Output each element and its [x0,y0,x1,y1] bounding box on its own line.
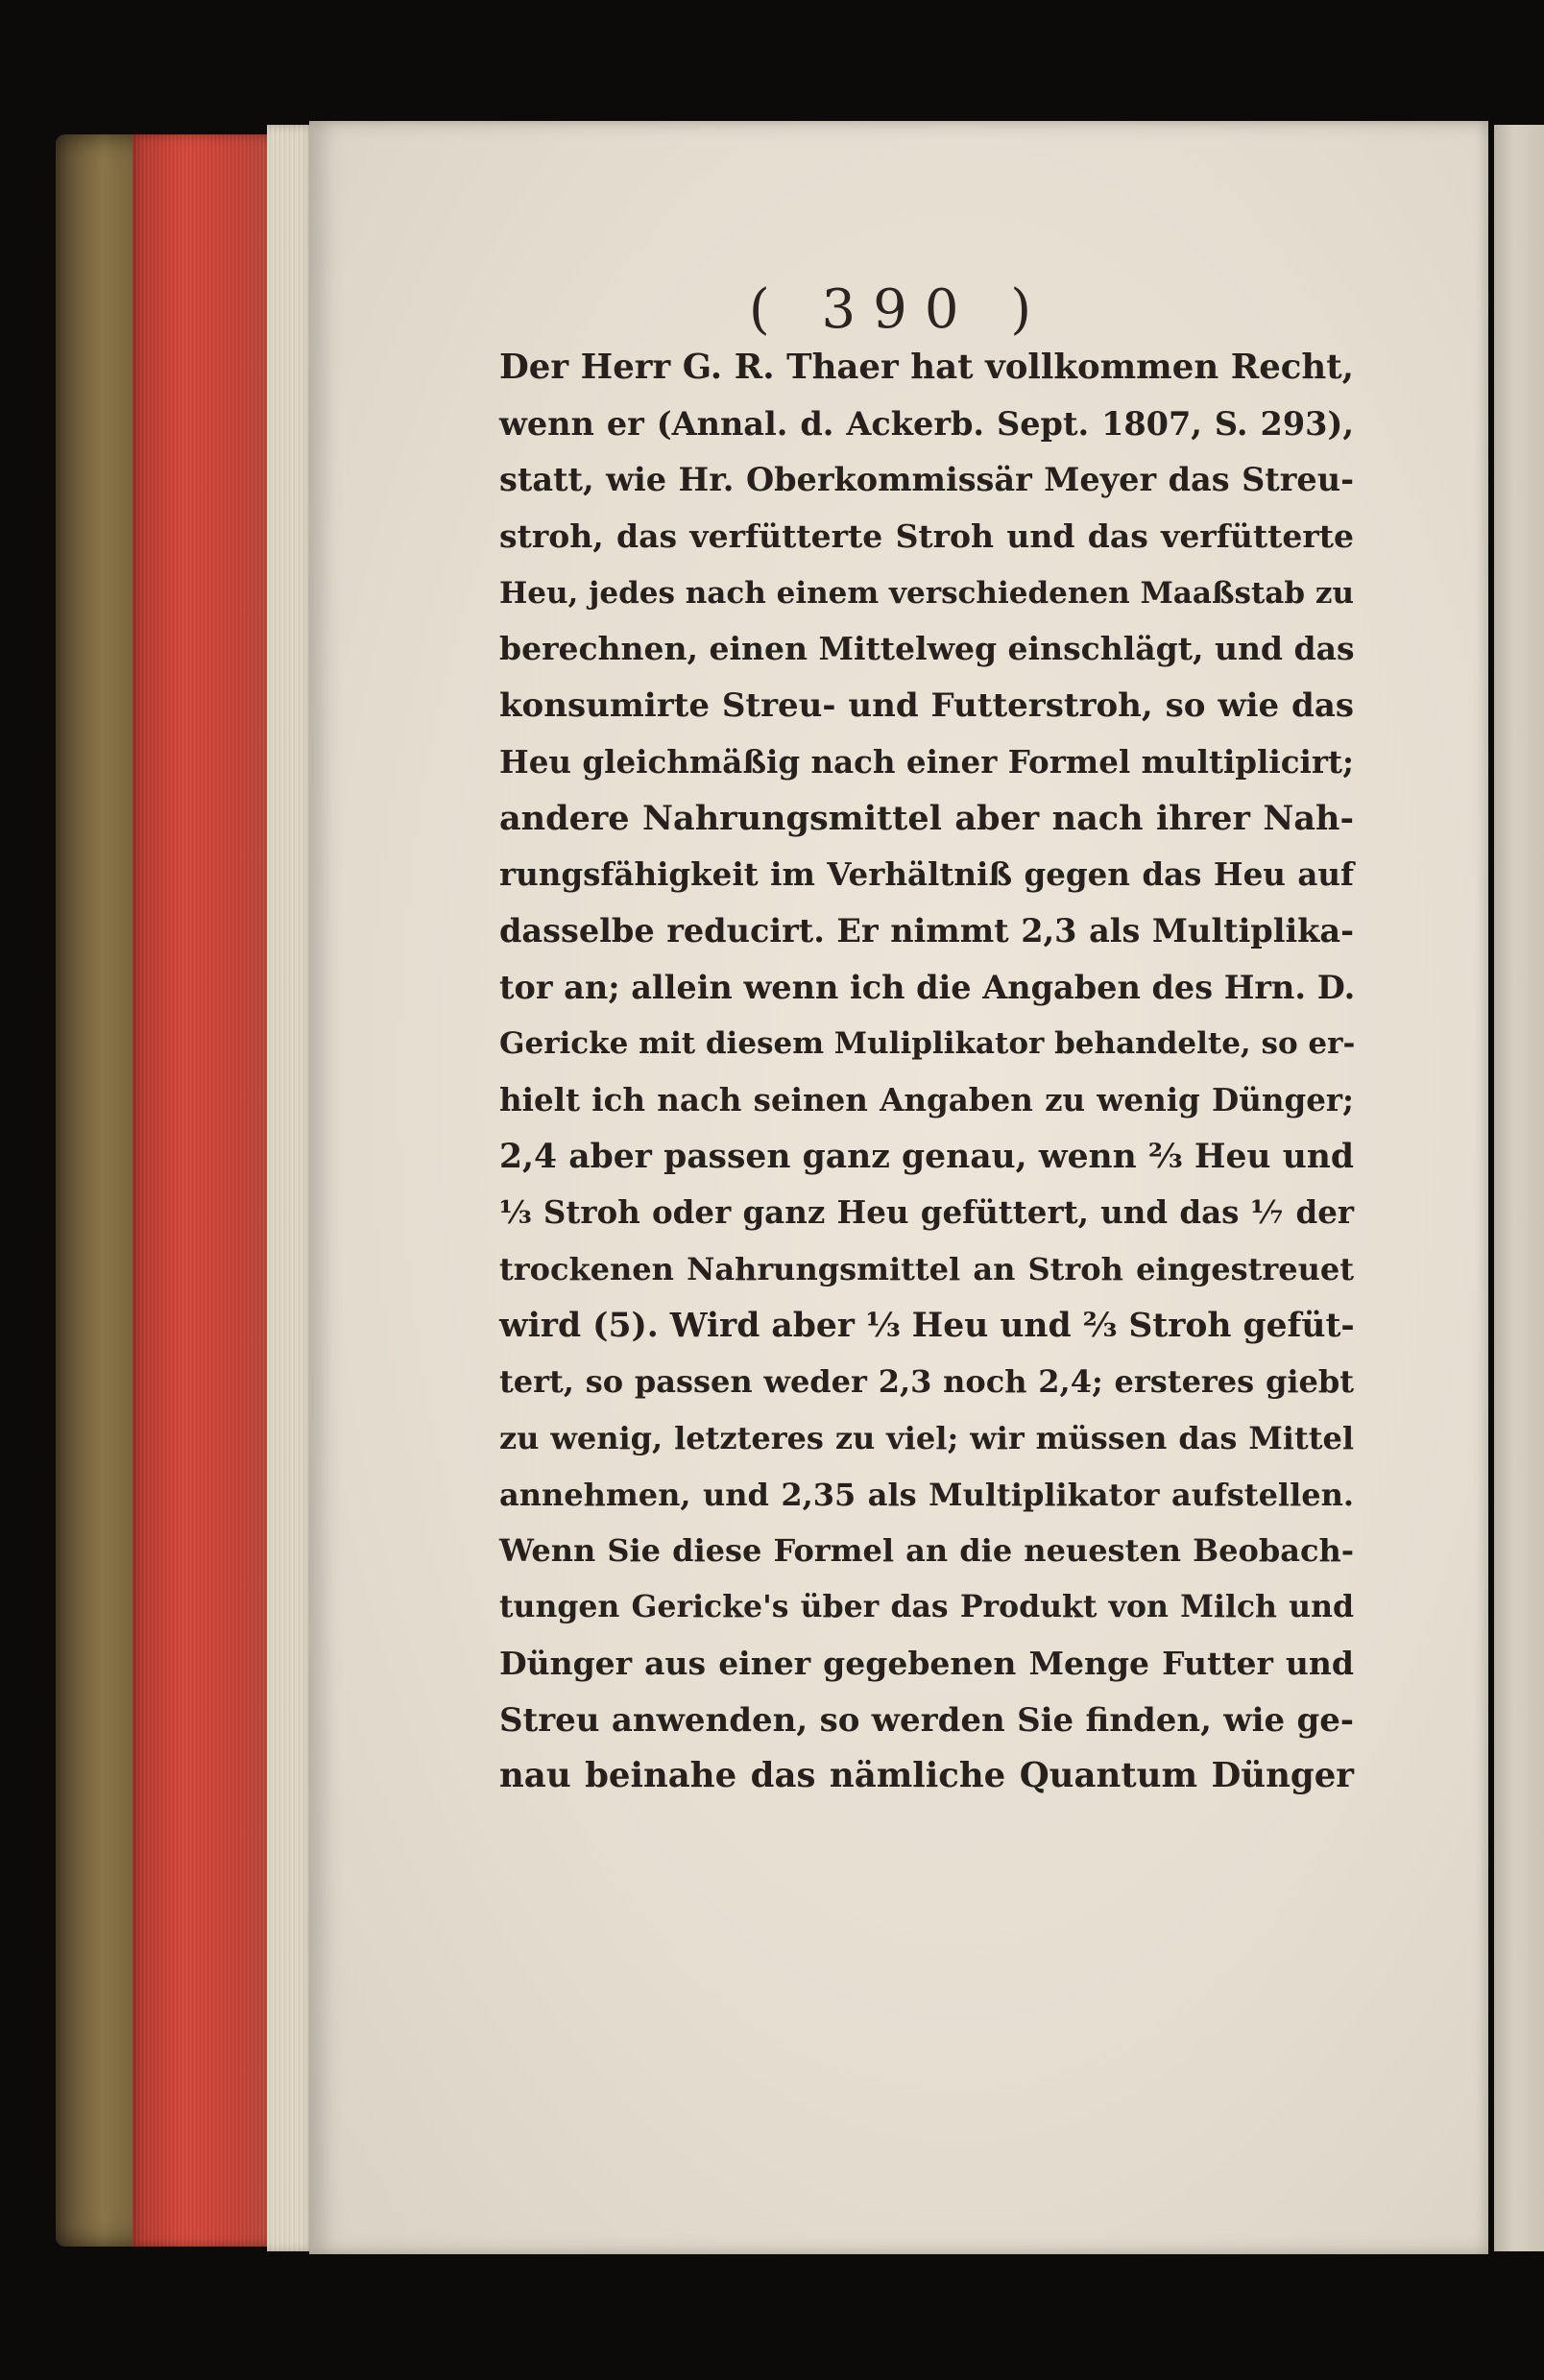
text-line: Streu anwenden, so werden Sie finden, wie ge- [499,1700,1354,1740]
text-line: wenn er (Annal. d. Ackerb. Sept. 1807, S. 293), [499,404,1354,443]
text-line: trockenen Nahrungsmittel an Stroh eingestreuet [499,1251,1354,1287]
text-line: Heu gleichmäßig nach einer Formel multiplicirt; [499,742,1354,781]
text-line: andere Nahrungsmittel aber nach ihrer Nah- [499,798,1354,838]
text-line: Der Herr G. R. Thaer hat vollkommen Recht, [499,348,1354,387]
book-page [309,121,1488,2254]
text-line: Heu, jedes nach einem verschiedenen Maaßstab zu [499,575,1354,611]
text-line: dasselbe reducirt. Er nimmt 2,3 als Multiplika- [499,911,1354,950]
text-line: Dünger aus einer gegebenen Menge Futter und [499,1644,1354,1682]
text-line: 2,4 aber passen ganz genau, wenn ⅔ Heu und [499,1137,1354,1176]
text-line: tor an; allein wenn ich die Angaben des Hrn. D. [499,968,1356,1006]
text-line: ⅓ Stroh oder ganz Heu gefüttert, und das ⅐ der [499,1193,1354,1232]
page-text [499,340,1544,1805]
text-line: zu wenig, letzteres zu viel; wir müssen das Mittel [499,1420,1354,1457]
text-line: stroh, das verfütterte Stroh und das verfütterte [499,517,1354,556]
page-number: ( 390 ) [748,278,1049,341]
text-line: tert, so passen weder 2,3 noch 2,4; ersteres giebt [499,1363,1354,1401]
text-line: rungsfähigkeit im Verhältniß gegen das Heu auf [499,855,1354,894]
text-line: berechnen, einen Mittelweg einschlägt, und das [499,630,1355,668]
text-line: Wenn Sie diese Formel an die neuesten Beobach- [499,1532,1354,1570]
text-line: annehmen, und 2,35 als Multiplikator aufstellen. [499,1476,1354,1513]
text-line: wird (5). Wird aber ⅓ Heu und ⅔ Stroh gefüt- [499,1306,1355,1345]
text-line: tungen Gericke's über das Produkt von Milch und [499,1589,1354,1625]
text-line: nau beinahe das nämliche Quantum Dünger [499,1756,1354,1796]
text-line: hielt ich nach seinen Angaben zu wenig Dünger; [499,1080,1354,1118]
text-line: konsumirte Streu- und Futterstroh, so wie das [499,686,1354,726]
text-line: Gericke mit diesem Muliplikator behandelte, so er- [499,1026,1356,1062]
text-line: statt, wie Hr. Oberkommissär Meyer das Streu- [499,461,1354,499]
